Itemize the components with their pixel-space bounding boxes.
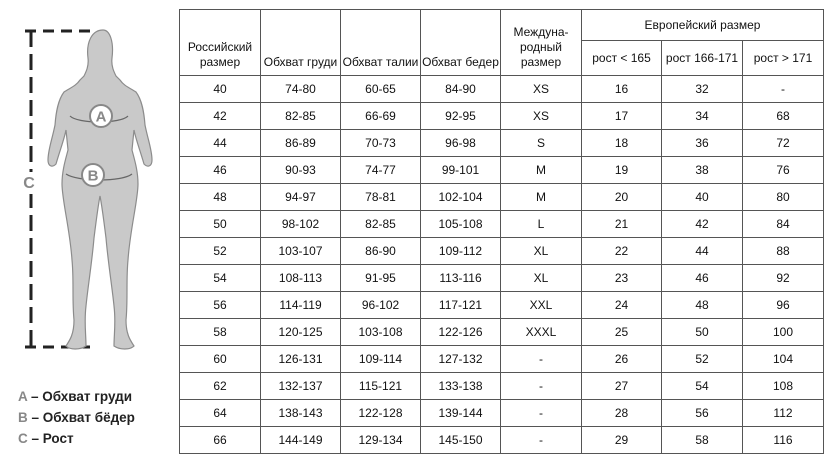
cell-eu-171: 100 [743,319,824,346]
cell-eu-165: 21 [582,211,662,238]
cell-eu-171: 108 [743,373,824,400]
cell-ru-size: 44 [180,130,261,157]
table-row [180,427,824,454]
cell-eu-166-171: 46 [662,265,743,292]
cell-eu-171: 92 [743,265,824,292]
marker-b [82,164,104,186]
header-eu-height-171: рост > 171 [743,41,824,76]
cell-waist: 91-95 [341,265,421,292]
cell-hips: 105-108 [421,211,501,238]
woman-silhouette [48,30,152,349]
cell-intl-size: M [501,157,582,184]
cell-intl-size: XS [501,103,582,130]
cell-eu-165: 24 [582,292,662,319]
table-row [180,346,824,373]
header-intl-size: Междуна- родный размер [501,10,582,76]
legend-letter: A [18,389,28,404]
cell-waist: 60-65 [341,76,421,103]
cell-intl-size: XL [501,238,582,265]
header-eu-size: Европейский размер [582,10,824,41]
table-row [180,373,824,400]
cell-eu-165: 22 [582,238,662,265]
cell-eu-166-171: 42 [662,211,743,238]
marker-c [18,172,40,194]
cell-hips: 117-121 [421,292,501,319]
cell-eu-165: 29 [582,427,662,454]
cell-hips: 122-126 [421,319,501,346]
cell-waist: 86-90 [341,238,421,265]
cell-eu-165: 20 [582,184,662,211]
cell-ru-size: 66 [180,427,261,454]
cell-ru-size: 40 [180,76,261,103]
table-row [180,130,824,157]
cell-waist: 70-73 [341,130,421,157]
table-row [180,400,824,427]
cell-hips: 102-104 [421,184,501,211]
cell-eu-171: 80 [743,184,824,211]
cell-hips: 84-90 [421,76,501,103]
measurement-legend [18,386,135,449]
table-header-row [180,10,824,41]
header-chest: Обхват груди [261,10,341,76]
cell-intl-size: XXL [501,292,582,319]
cell-hips: 139-144 [421,400,501,427]
cell-hips: 127-132 [421,346,501,373]
cell-eu-171: 96 [743,292,824,319]
cell-eu-166-171: 36 [662,130,743,157]
cell-eu-165: 23 [582,265,662,292]
cell-ru-size: 60 [180,346,261,373]
cell-eu-171: 68 [743,103,824,130]
cell-eu-165: 18 [582,130,662,157]
cell-intl-size: - [501,400,582,427]
cell-chest: 114-119 [261,292,341,319]
cell-eu-171: 88 [743,238,824,265]
cell-chest: 120-125 [261,319,341,346]
cell-eu-166-171: 50 [662,319,743,346]
cell-chest: 98-102 [261,211,341,238]
cell-ru-size: 64 [180,400,261,427]
cell-waist: 103-108 [341,319,421,346]
cell-waist: 66-69 [341,103,421,130]
cell-eu-165: 26 [582,346,662,373]
cell-chest: 126-131 [261,346,341,373]
legend-text: – Обхват груди [27,389,132,404]
cell-chest: 94-97 [261,184,341,211]
cell-waist: 82-85 [341,211,421,238]
cell-chest: 138-143 [261,400,341,427]
cell-eu-166-171: 34 [662,103,743,130]
table-row [180,157,824,184]
cell-hips: 96-98 [421,130,501,157]
marker-c-label: C [23,175,35,192]
table-row [180,265,824,292]
legend-text: – Обхват бёдер [27,410,135,425]
cell-eu-171: 72 [743,130,824,157]
legend-text: – Рост [27,431,74,446]
cell-intl-size: XS [501,76,582,103]
cell-waist: 96-102 [341,292,421,319]
cell-waist: 78-81 [341,184,421,211]
cell-hips: 109-112 [421,238,501,265]
cell-chest: 86-89 [261,130,341,157]
size-chart-table [179,9,824,454]
header-hips: Обхват бедер [421,10,501,76]
cell-eu-166-171: 38 [662,157,743,184]
header-ru-size: Российский размер [180,10,261,76]
cell-eu-166-171: 40 [662,184,743,211]
cell-eu-166-171: 32 [662,76,743,103]
cell-chest: 108-113 [261,265,341,292]
cell-eu-165: 25 [582,319,662,346]
cell-eu-171: 84 [743,211,824,238]
cell-chest: 103-107 [261,238,341,265]
table-row [180,103,824,130]
cell-intl-size: XL [501,265,582,292]
cell-eu-165: 28 [582,400,662,427]
cell-ru-size: 48 [180,184,261,211]
cell-ru-size: 46 [180,157,261,184]
cell-intl-size: - [501,373,582,400]
cell-ru-size: 54 [180,265,261,292]
cell-waist: 122-128 [341,400,421,427]
cell-hips: 99-101 [421,157,501,184]
table-body [180,76,824,454]
cell-eu-171: 112 [743,400,824,427]
cell-ru-size: 62 [180,373,261,400]
cell-eu-166-171: 56 [662,400,743,427]
cell-waist: 74-77 [341,157,421,184]
cell-eu-166-171: 52 [662,346,743,373]
cell-intl-size: - [501,427,582,454]
cell-ru-size: 50 [180,211,261,238]
table-row [180,292,824,319]
legend-item-chest [18,386,135,407]
cell-ru-size: 58 [180,319,261,346]
cell-chest: 82-85 [261,103,341,130]
cell-hips: 145-150 [421,427,501,454]
header-waist: Обхват талии [341,10,421,76]
cell-eu-171: - [743,76,824,103]
cell-chest: 90-93 [261,157,341,184]
cell-eu-166-171: 54 [662,373,743,400]
marker-a [90,105,112,127]
legend-letter: C [18,431,28,446]
cell-hips: 133-138 [421,373,501,400]
cell-eu-165: 16 [582,76,662,103]
cell-eu-166-171: 44 [662,238,743,265]
cell-waist: 115-121 [341,373,421,400]
marker-a-label: A [95,108,107,126]
cell-intl-size: XXXL [501,319,582,346]
cell-eu-166-171: 48 [662,292,743,319]
cell-ru-size: 56 [180,292,261,319]
cell-eu-166-171: 58 [662,427,743,454]
cell-eu-171: 116 [743,427,824,454]
header-eu-height-166-171: рост 166-171 [662,41,743,76]
cell-ru-size: 52 [180,238,261,265]
cell-chest: 74-80 [261,76,341,103]
marker-b-label: B [87,167,99,185]
table-row [180,319,824,346]
cell-chest: 144-149 [261,427,341,454]
legend-item-hips [18,407,135,428]
cell-eu-171: 104 [743,346,824,373]
cell-eu-171: 76 [743,157,824,184]
cell-intl-size: M [501,184,582,211]
cell-hips: 113-116 [421,265,501,292]
cell-eu-165: 17 [582,103,662,130]
cell-waist: 129-134 [341,427,421,454]
table-row [180,211,824,238]
legend-item-height [18,428,135,449]
cell-intl-size: - [501,346,582,373]
cell-eu-165: 19 [582,157,662,184]
cell-intl-size: S [501,130,582,157]
cell-eu-165: 27 [582,373,662,400]
table-row [180,238,824,265]
cell-chest: 132-137 [261,373,341,400]
cell-hips: 92-95 [421,103,501,130]
cell-waist: 109-114 [341,346,421,373]
table-row [180,76,824,103]
cell-ru-size: 42 [180,103,261,130]
header-eu-height-165: рост < 165 [582,41,662,76]
table-row [180,184,824,211]
legend-letter: B [18,410,28,425]
cell-intl-size: L [501,211,582,238]
